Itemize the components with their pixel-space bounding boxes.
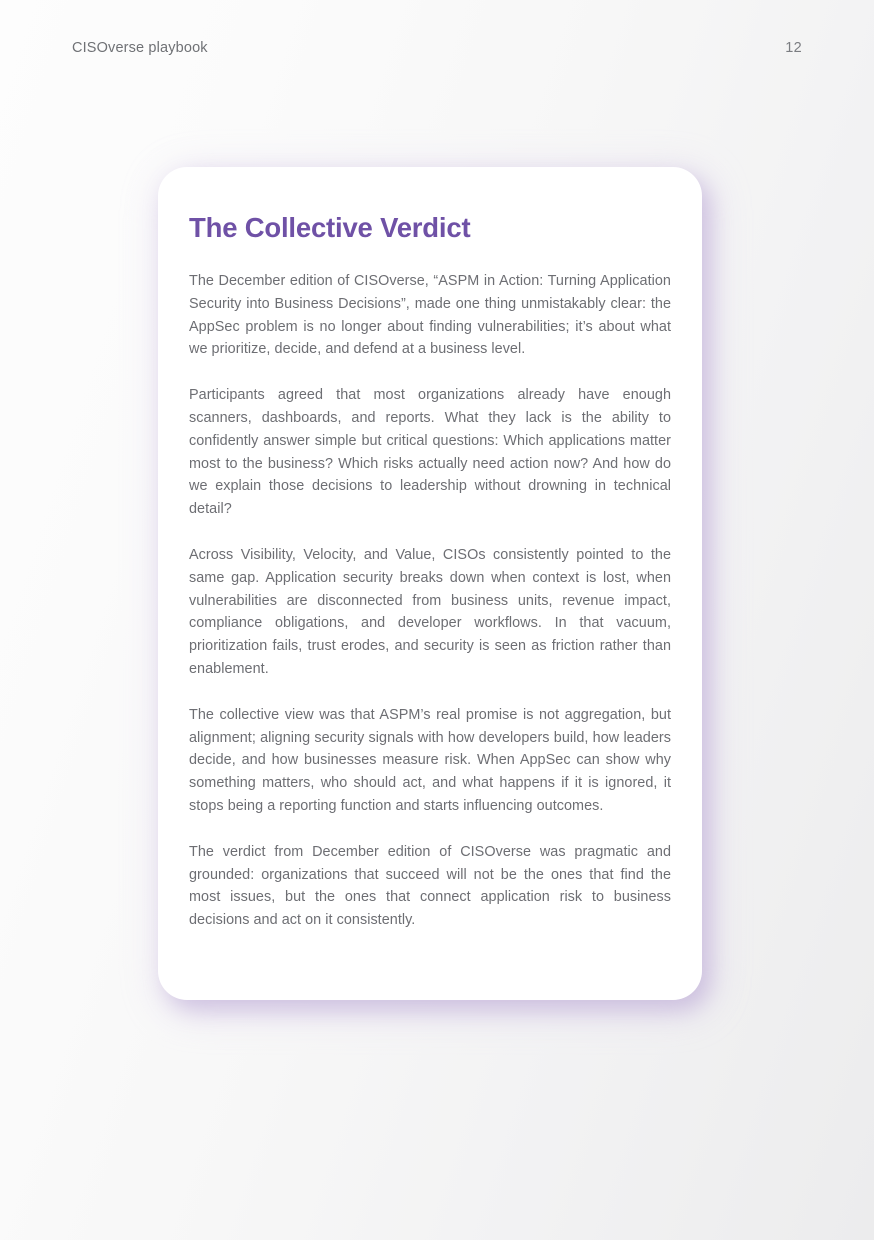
body-paragraph: Participants agreed that most organizations already have enough scanners, dashboards, and reports. What they lack is the ability to confidently answer simple but critical questions: Which applications matter most to the business? Which risks actually need action now? And how do we explain those decisions to leadership without drowning in technical detail? <box>189 387 671 518</box>
content-card-container <box>158 167 702 1000</box>
body-paragraph: The December edition of CISOverse, “ASPM in Action: Turning Application Security into Business Decisions”, made one thing unmistakably clear: the AppSec problem is no longer about finding vulnerabilities; it’s about what we prioritize, decide, and defend at a business level. <box>189 273 671 358</box>
body-paragraph: The collective view was that ASPM’s real promise is not aggregation, but alignment; aligning security signals with how developers build, how leaders decide, and how businesses measure risk. When AppSec can show why something matters, who should act, and what happens if it is ignored, it stops being a reporting function and starts influencing outcomes. <box>189 706 671 814</box>
content-card <box>158 167 702 1000</box>
body-paragraph: The verdict from December edition of CISOverse was pragmatic and grounded: organizations that succeed will not be the ones that find the most issues, but the ones that connect application risk to business decisions and act on it consistently. <box>189 843 671 929</box>
page-number: 12 <box>785 40 802 56</box>
document-header-title: CISOverse playbook <box>72 40 208 56</box>
card-body-text <box>189 270 671 932</box>
running-header <box>72 36 802 60</box>
card-title: The Collective Verdict <box>189 212 471 243</box>
body-paragraph: Across Visibility, Velocity, and Value, CISOs consistently pointed to the same gap. Application security breaks down when context is lost, when vulnerabilities are disconnected from business units, revenue impact, compliance obligations, and developer workflows. In that vacuum, prioritization fails, trust erodes, and security is seen as friction rather than enablement. <box>189 546 671 677</box>
